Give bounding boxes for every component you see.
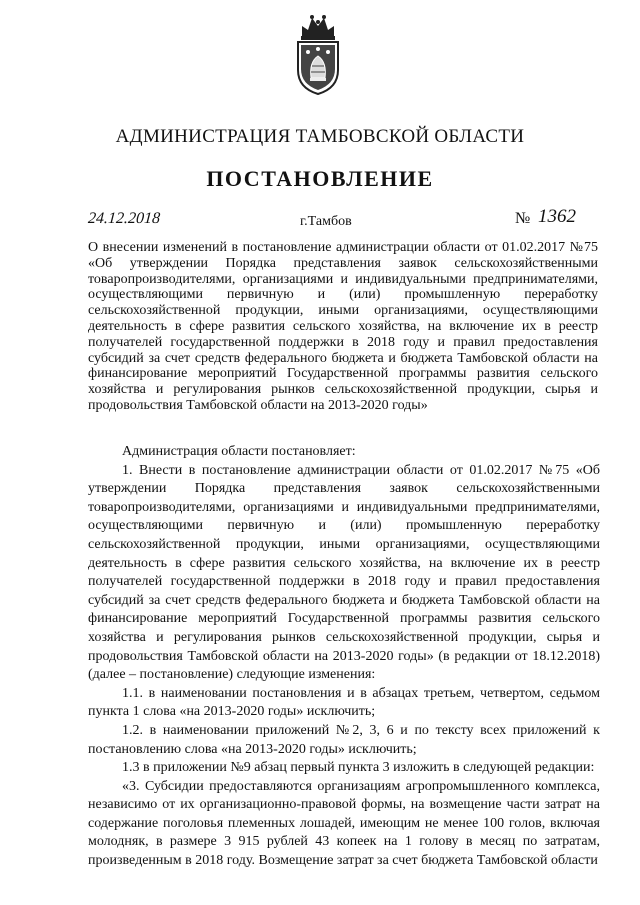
document-subject: О внесении изменений в постановление администрации области от 01.02.2017 №75 «Об утверждении Порядка представления заявок сельскохозяйственными товаропроизводителями, организациями и индивидуальными предпринимателями, осуществляющими первичную и (или) промышленную переработку сельскохозяйственной продукции, иными организациями, осуществляющими деятельность в сфере развития сельского хозяйства, на включение их в реестр получателей государственной поддержки в 2018 году и правил предоставления субсидий за счет средств федерального бюджета и бюджета Тамбовской области на финансирование мероприятий Государственной программы развития сельского хозяйства и регулирования рынков сельскохозяйственной продукции, сырья и продовольствия Тамбовской области на 2013-2020 годы»: [88, 240, 598, 413]
body-intro: Администрация области постановляет:: [122, 444, 356, 459]
document-city: г.Тамбов: [300, 214, 352, 229]
document-date: 24.12.2018: [87, 210, 161, 227]
coat-of-arms-icon: [292, 12, 344, 96]
body-paragraph: 1.3 в приложении №9 абзац первый пункта 3 изложить в следующей редакции:: [122, 760, 595, 776]
body-paragraph: 1.1. в наименовании постановления и в абзацах третьем, четвертом, седьмом пункта 1 слова «на 2013-2020 годы» исключить;: [88, 685, 600, 720]
number-label: №: [515, 210, 531, 227]
body-paragraph: «3. Субсидии предоставляются организациям агропромышленного комплекса, независимо от их организационно-правовой формы, на возмещение части затрат на содержание поголовья племенных лошадей, имеющим не менее 100 голов, включая молодняк, в размере 3 915 рублей 43 копеек на 1 голову в месяц по затратам, произведенным в 2018 году. Возмещение затрат за счет бюджета Тамбовской области: [88, 778, 600, 869]
document-type: ПОСТАНОВЛЕНИЕ: [206, 166, 434, 191]
document-number: 1362: [538, 206, 576, 227]
organization-name: АДМИНИСТРАЦИЯ ТАМБОВСКОЙ ОБЛАСТИ: [115, 126, 525, 147]
body-paragraph: 1. Внести в постановление администрации области от 01.02.2017 №75 «Об утверждении Порядка представления заявок сельскохозяйственными товаропроизводителями, организациями и индивидуальными предпринимателями, осуществляющими первичную и (или) промышленную переработку сельскохозяйственной продукции, иными организациями, осуществляющими деятельность в сфере развития сельского хозяйства, на включение их в реестр получателей государственной поддержки в 2018 году и правил предоставления субсидий за счет средств федерального бюджета и бюджета Тамбовской области на финансирование мероприятий Государственной программы развития сельского хозяйства и регулирования рынков сельскохозяйственной продукции, сырья и продовольствия Тамбовской области на 2013-2020 годы» (в редакции от 18.12.2018) (далее – постановление) следующие изменения:: [88, 462, 600, 683]
document-body: [88, 443, 600, 871]
body-paragraph: 1.2. в наименовании приложений №2, 3, 6 и по тексту всех приложений к постановлению слова «на 2013-2020 годы» исключить;: [88, 722, 600, 757]
